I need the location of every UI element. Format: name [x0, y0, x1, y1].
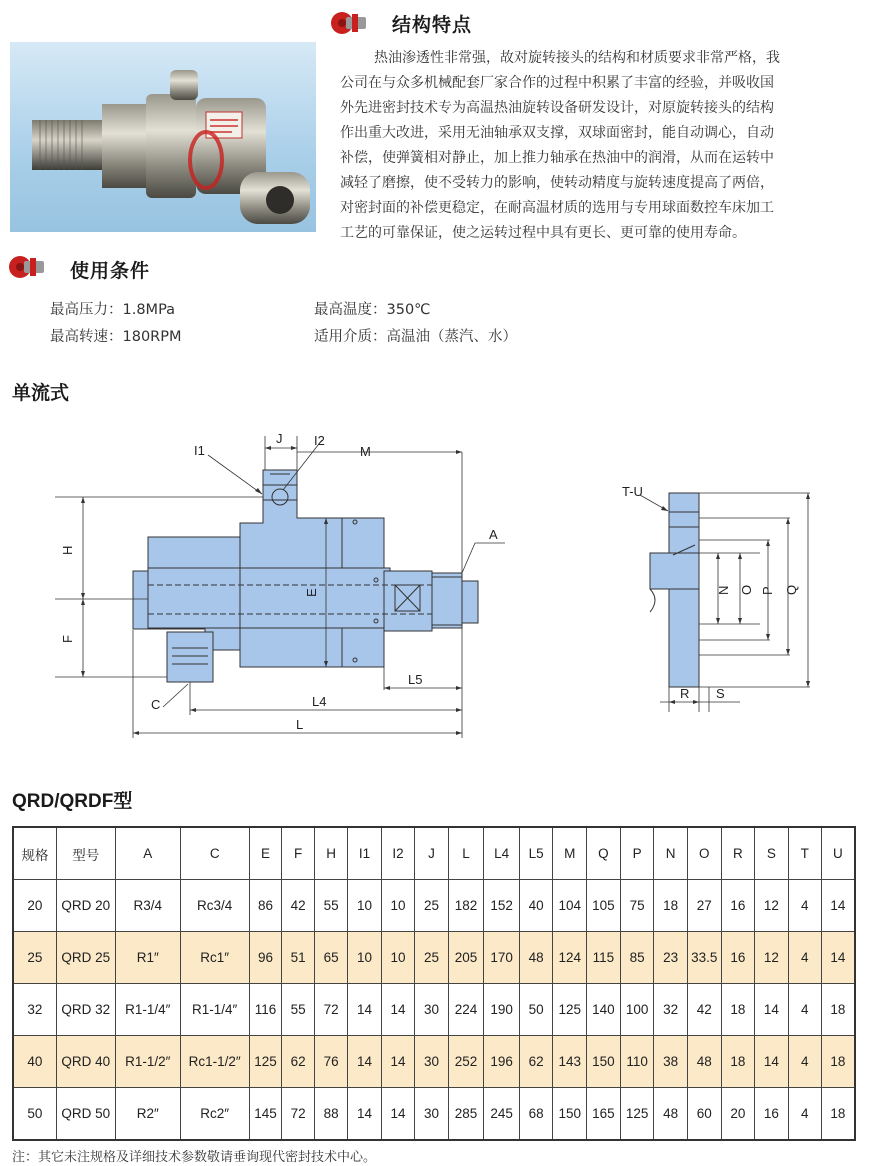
table-cell: QRD 40 [56, 1036, 115, 1088]
features-paragraph [340, 46, 854, 246]
features-line-2: 公司在与众多机械配套厂家合作的过程中积累了丰富的经验，并吸收国 [340, 75, 774, 91]
spec-table [12, 826, 856, 1141]
port-c [167, 632, 213, 682]
features-line-6: 减轻了磨擦，使不受转力的影响，使转动精度与旋转速度提高了两倍， [340, 175, 774, 191]
table-cell: 10 [381, 880, 414, 932]
footnote: 注：其它未注规格及详细技术参数敬请垂询现代密封技术中心。 [12, 1150, 377, 1165]
table-cell: 27 [687, 880, 721, 932]
table-cell: QRD 25 [56, 932, 115, 984]
table-cell: 14 [755, 984, 788, 1036]
table-header-cell: P [620, 827, 654, 880]
pipe-end [462, 581, 478, 623]
label-C: C [151, 697, 161, 712]
table-cell: 20 [13, 880, 56, 932]
table-cell: 18 [721, 984, 754, 1036]
table-cell: 48 [654, 1088, 687, 1141]
label-O: O [739, 584, 754, 595]
table-cell: 55 [282, 984, 314, 1036]
table-cell: 170 [484, 932, 520, 984]
table-cell: QRD 50 [56, 1088, 115, 1141]
table-cell: 18 [721, 1036, 754, 1088]
table-cell: 14 [381, 984, 414, 1036]
table-cell: 62 [519, 1036, 552, 1088]
table-cell: 48 [687, 1036, 721, 1088]
label-L4: L4 [312, 694, 327, 709]
table-cell: 224 [448, 984, 484, 1036]
table-cell: 16 [721, 932, 754, 984]
table-cell: 25 [415, 880, 448, 932]
table-cell: 30 [415, 1088, 448, 1141]
max-speed: 最高转速：180RPM [50, 329, 182, 345]
table-cell: 115 [587, 932, 621, 984]
table-cell: Rc2″ [180, 1088, 249, 1141]
table-cell: 110 [620, 1036, 654, 1088]
table-cell: 125 [620, 1088, 654, 1141]
table-cell: 18 [821, 1088, 855, 1141]
table-cell: 150 [553, 1088, 587, 1141]
table-cell: R2″ [115, 1088, 180, 1141]
label-A: A [489, 527, 498, 542]
table-cell: 182 [448, 880, 484, 932]
table-cell: 18 [654, 880, 687, 932]
joint-icon [330, 8, 370, 38]
table-cell: 14 [348, 1088, 381, 1141]
table-cell: 65 [314, 932, 347, 984]
features-line-5: 补偿，使弹簧相对静止，加上推力轴承在热油中的润滑，从而在运转中 [340, 150, 774, 166]
table-cell: 85 [620, 932, 654, 984]
table-row [13, 1036, 855, 1088]
table-cell: 50 [13, 1088, 56, 1141]
max-pressure: 最高压力：1.8MPa [50, 302, 176, 318]
table-header-cell: 规格 [13, 827, 56, 880]
table-cell: 18 [821, 1036, 855, 1088]
table-cell: 60 [687, 1088, 721, 1141]
table-cell: 14 [381, 1088, 414, 1141]
table-header-cell: T [788, 827, 821, 880]
technical-drawing [0, 420, 871, 750]
label-N: N [716, 585, 731, 595]
table-cell: 145 [249, 1088, 282, 1141]
table-cell: 32 [13, 984, 56, 1036]
table-cell: Rc1″ [180, 932, 249, 984]
table-cell: 48 [519, 932, 552, 984]
label-Q: Q [784, 584, 799, 595]
table-cell: 40 [13, 1036, 56, 1088]
table-cell: 4 [788, 1088, 821, 1141]
table-cell: 100 [620, 984, 654, 1036]
table-header-cell: N [654, 827, 687, 880]
table-header-cell: 型号 [56, 827, 115, 880]
table-cell: Rc1-1/2″ [180, 1036, 249, 1088]
table-cell: 140 [587, 984, 621, 1036]
table-cell: R1-1/4″ [115, 984, 180, 1036]
table-cell: 4 [788, 932, 821, 984]
table-header-cell: C [180, 827, 249, 880]
table-cell: 4 [788, 880, 821, 932]
table-cell: 14 [348, 984, 381, 1036]
joint-icon [8, 252, 48, 282]
table-row [13, 984, 855, 1036]
features-title: 结构特点 [392, 14, 473, 36]
table-cell: 10 [348, 932, 381, 984]
table-cell: 190 [484, 984, 520, 1036]
label-TU: T-U [622, 484, 643, 499]
table-cell: 12 [755, 932, 788, 984]
table-cell: 20 [721, 1088, 754, 1141]
medium: 适用介质：高温油（蒸汽、水） [314, 329, 517, 345]
table-cell: 14 [821, 880, 855, 932]
label-P: P [760, 586, 775, 595]
features-line-8: 工艺的可靠保证，使之运转过程中具有更长、更可靠的使用寿命。 [340, 225, 746, 241]
table-cell: R1-1/4″ [180, 984, 249, 1036]
table-cell: 125 [249, 1036, 282, 1088]
table-cell: 10 [348, 880, 381, 932]
table-header-cell: S [755, 827, 788, 880]
table-header-cell: H [314, 827, 347, 880]
table-cell: 150 [587, 1036, 621, 1088]
table-header-cell: E [249, 827, 282, 880]
table-cell: 143 [553, 1036, 587, 1088]
table-cell: 196 [484, 1036, 520, 1088]
table-header-cell: O [687, 827, 721, 880]
table-header-cell: Q [587, 827, 621, 880]
label-E: E [304, 588, 319, 597]
table-cell: 40 [519, 880, 552, 932]
table-cell: 96 [249, 932, 282, 984]
shaft [148, 568, 390, 628]
table-cell: 124 [553, 932, 587, 984]
table-cell: 76 [314, 1036, 347, 1088]
label-H: H [60, 545, 75, 555]
table-row [13, 1088, 855, 1141]
label-S: S [716, 686, 725, 701]
table-header-cell: I1 [348, 827, 381, 880]
table-cell: 51 [282, 932, 314, 984]
table-row [13, 880, 855, 932]
table-header-cell: A [115, 827, 180, 880]
table-cell: 18 [821, 984, 855, 1036]
table-cell: 14 [755, 1036, 788, 1088]
table-cell: 72 [282, 1088, 314, 1141]
side-top [669, 493, 699, 553]
table-cell: 245 [484, 1088, 520, 1141]
hex-nut [384, 571, 432, 631]
features-line-4: 作出重大改进，采用无油轴承双支撑，双球面密封，能自动调心，自动 [340, 125, 774, 141]
table-cell: 104 [553, 880, 587, 932]
table-header-cell: L5 [519, 827, 552, 880]
label-J: J [276, 431, 283, 446]
table-cell: 105 [587, 880, 621, 932]
rotary-joint-image [10, 42, 316, 232]
table-header-cell: J [415, 827, 448, 880]
table-cell: 50 [519, 984, 552, 1036]
max-temp: 最高温度：350℃ [314, 302, 431, 318]
table-cell: 10 [381, 932, 414, 984]
label-L5: L5 [408, 672, 423, 687]
label-R: R [680, 686, 690, 701]
table-header-cell: L4 [484, 827, 520, 880]
table-row [13, 932, 855, 984]
table-header-cell: M [553, 827, 587, 880]
table-cell: QRD 20 [56, 880, 115, 932]
table-cell: 165 [587, 1088, 621, 1141]
table-cell: 30 [415, 984, 448, 1036]
table-header-row [13, 827, 855, 880]
table-header-cell: L [448, 827, 484, 880]
table-cell: 72 [314, 984, 347, 1036]
features-line-3: 外先进密封技术专为高温热油旋转设备研发设计，对原旋转接头的结构 [340, 100, 774, 116]
table-cell: 68 [519, 1088, 552, 1141]
label-M: M [360, 444, 371, 459]
table-cell: 16 [755, 1088, 788, 1141]
table-header-cell: I2 [381, 827, 414, 880]
table-cell: R1-1/2″ [115, 1036, 180, 1088]
label-I1: I1 [194, 443, 205, 458]
table-cell: QRD 32 [56, 984, 115, 1036]
label-I2: I2 [314, 433, 325, 448]
diagram-title: 单流式 [12, 382, 70, 404]
table-cell: 75 [620, 880, 654, 932]
table-cell: 30 [415, 1036, 448, 1088]
features-line-7: 对密封面的补偿更稳定，在耐高温材质的选用与专用球面数控车床加工 [340, 200, 774, 216]
table-cell: 125 [553, 984, 587, 1036]
table-cell: 14 [821, 932, 855, 984]
table-cell: Rc3/4 [180, 880, 249, 932]
table-header-cell: U [821, 827, 855, 880]
table-cell: R1″ [115, 932, 180, 984]
table-cell: 14 [381, 1036, 414, 1088]
label-L: L [296, 717, 304, 732]
table-cell: 205 [448, 932, 484, 984]
side-middle [650, 553, 699, 589]
table-title: QRD/QRDF型 [12, 791, 133, 812]
table-cell: 14 [348, 1036, 381, 1088]
table-cell: 116 [249, 984, 282, 1036]
conditions-title: 使用条件 [70, 260, 151, 282]
table-cell: 86 [249, 880, 282, 932]
table-cell: 55 [314, 880, 347, 932]
table-cell: 16 [721, 880, 754, 932]
table-cell: 152 [484, 880, 520, 932]
features-line-1: 热油渗透性非常强，故对旋转接头的结构和材质要求非常严格，我 [374, 50, 780, 66]
table-cell: 25 [13, 932, 56, 984]
table-header-cell: F [282, 827, 314, 880]
table-cell: 12 [755, 880, 788, 932]
pipe-thread [432, 573, 462, 628]
table-cell: R3/4 [115, 880, 180, 932]
table-cell: 88 [314, 1088, 347, 1141]
table-cell: 25 [415, 932, 448, 984]
table-cell: 42 [282, 880, 314, 932]
label-F: F [60, 635, 75, 643]
table-cell: 42 [687, 984, 721, 1036]
table-cell: 62 [282, 1036, 314, 1088]
table-cell: 285 [448, 1088, 484, 1141]
table-cell: 252 [448, 1036, 484, 1088]
table-cell: 4 [788, 1036, 821, 1088]
table-cell: 33.5 [687, 932, 721, 984]
side-bottom [669, 589, 699, 687]
table-cell: 23 [654, 932, 687, 984]
table-cell: 38 [654, 1036, 687, 1088]
table-cell: 32 [654, 984, 687, 1036]
product-photo [10, 42, 316, 232]
table-cell: 4 [788, 984, 821, 1036]
table-header-cell: R [721, 827, 754, 880]
